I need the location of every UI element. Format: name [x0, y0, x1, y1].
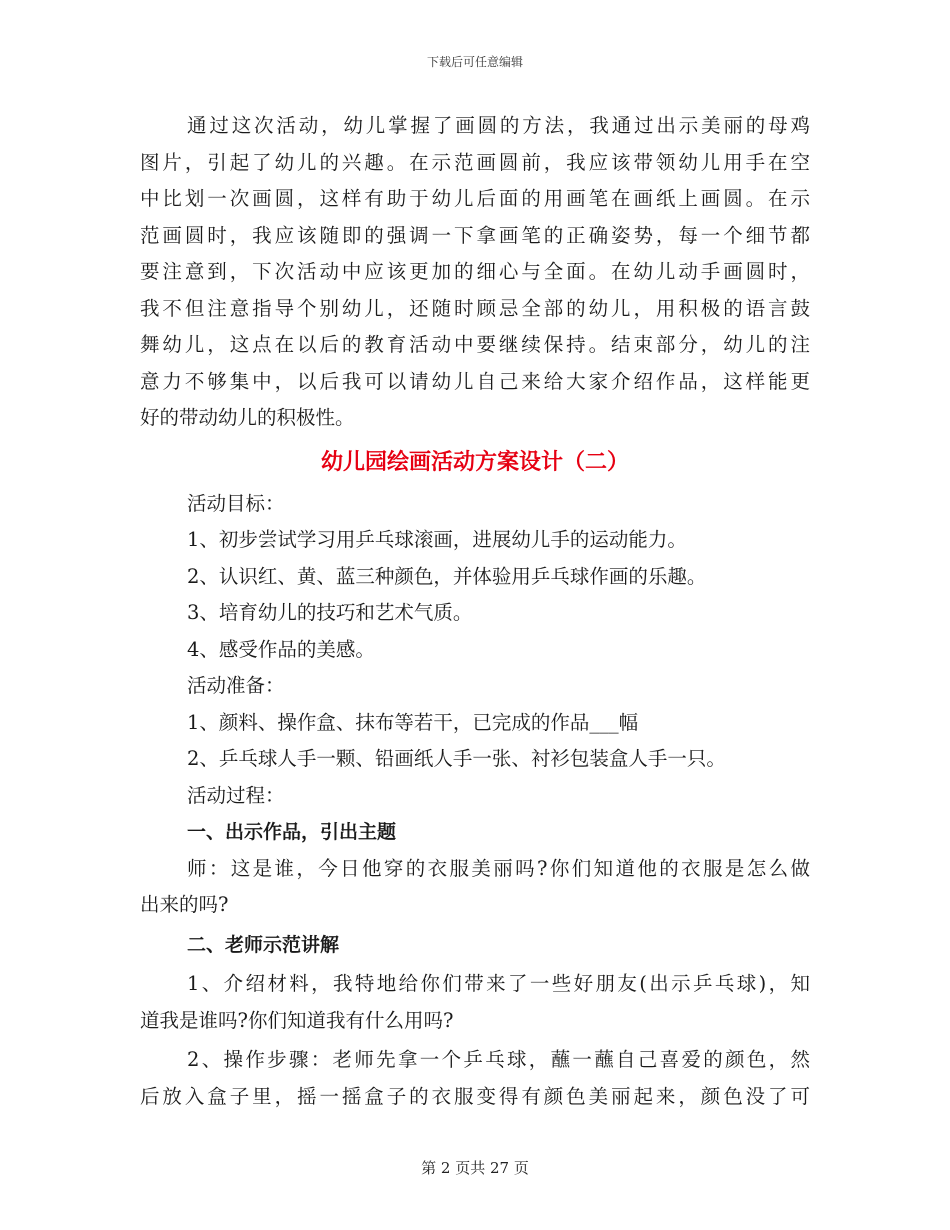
page-header: 下载后可任意编辑 — [426, 55, 523, 69]
reflection-line: 图片，引起了幼儿的兴趣。在示范画圆前，我应该带领幼儿用手在空 — [140, 150, 810, 174]
reflection-line: 中比划一次画圆，这样有助于幼儿后面的用画笔在画纸上画圆。在示 — [140, 187, 810, 210]
goals-label: 活动目标： — [187, 491, 285, 515]
paragraph-line: 1、介绍材料，我特地给你们带来了一些好朋友(出示乒乓球)，知 — [187, 972, 810, 995]
paragraph-line: 出来的吗? — [140, 893, 229, 916]
prep-item: 1、颜料、操作盒、抹布等若干，已完成的作品___幅 — [187, 710, 639, 734]
paragraph-line: 师：这是谁，今日他穿的衣服美丽吗?你们知道他的衣服是怎么做 — [187, 856, 810, 880]
page-footer: 第 2 页共 27 页 — [421, 1159, 529, 1177]
paragraph-line: 2、操作步骤：老师先拿一个乒乓球，蘸一蘸自己喜爱的颜色，然 — [187, 1048, 810, 1071]
reflection-line: 意力不够集中，以后我可以请幼儿自己来给大家介绍作品，这样能更 — [140, 369, 810, 393]
reflection-line: 要注意到，下次活动中应该更加的细心与全面。在幼儿动手画圆时， — [140, 260, 810, 283]
goal-item: 4、感受作品的美感。 — [187, 637, 375, 661]
reflection-line: 范画圆时，我应该随即的强调一下拿画笔的正确姿势，每一个细节都 — [140, 223, 810, 247]
paragraph-line: 后放入盒子里，摇一摇盒子的衣服变得有颜色美丽起来，颜色没了可 — [140, 1084, 810, 1108]
section-title: 幼儿园绘画活动方案设计（二） — [320, 449, 629, 475]
goal-item: 1、初步尝试学习用乒乓球滚画，进展幼儿手的运动能力。 — [187, 528, 687, 551]
reflection-line: 我不但注意指导个别幼儿，还随时顾忌全部的幼儿，用积极的语言鼓 — [140, 296, 810, 320]
section-heading: 一、出示作品，引出主题 — [187, 821, 397, 843]
goal-item: 3、培育幼儿的技巧和艺术气质。 — [187, 601, 473, 624]
reflection-line: 通过这次活动，幼儿掌握了画圆的方法，我通过出示美丽的母鸡 — [187, 114, 810, 137]
goal-item: 2、认识红、黄、蓝三种颜色，并体验用乒乓球作画的乐趣。 — [187, 564, 707, 588]
reflection-line: 好的带动幼儿的积极性。 — [140, 406, 355, 429]
prep-item: 2、乒乓球人手一颗、铅画纸人手一张、衬衫包装盒人手一只。 — [187, 747, 726, 770]
paragraph-line: 道我是谁吗?你们知道我有什么用吗? — [140, 1008, 454, 1032]
reflection-line: 舞幼儿，这点在以后的教育活动中要继续保持。结束部分，幼儿的注 — [140, 333, 810, 356]
document-body — [140, 108, 810, 1115]
prep-label: 活动准备： — [187, 674, 285, 697]
process-label: 活动过程： — [187, 783, 285, 807]
section-heading: 二、老师示范讲解 — [187, 933, 340, 956]
